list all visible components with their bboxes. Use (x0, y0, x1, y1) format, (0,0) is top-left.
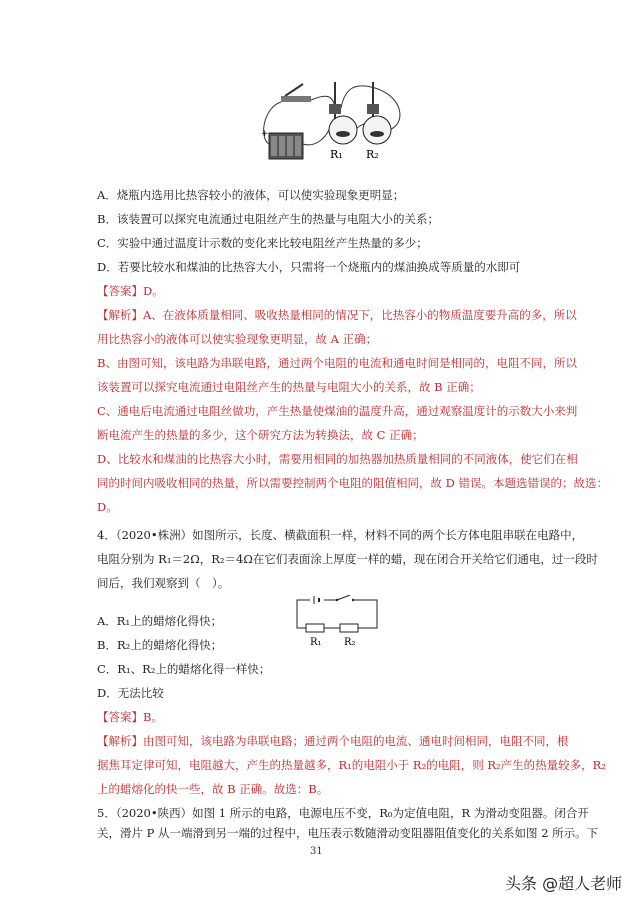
page-number: 31 (310, 846, 323, 857)
figure-joule-heating-apparatus (255, 78, 415, 178)
resistor-r2 (340, 624, 358, 632)
q3-option-d: D．若要比较水和煤油的比热容大小，只需将一个烧瓶内的煤油换成等质量的水即可 (97, 260, 521, 274)
label-r1: R₁ (330, 148, 343, 161)
q3-analysis-line: 断电流产生的热量的多少，这个研究方法为转换法，故 C 正确； (97, 428, 424, 442)
q5-stem-line: 关，滑片 P 从一端滑到另一端的过程中，电压表示数随滑动变阻器阻值变化的关系如图 2 所示。下 (97, 826, 599, 840)
label-r2: R₂ (344, 637, 356, 648)
label-r1: R₁ (310, 637, 322, 648)
q4-stem-line: 间后，我们观察到（ ）。 (97, 576, 230, 590)
watermark: 头条 @超人老师 (505, 874, 623, 893)
q3-analysis-line: B、由图可知，该电路为串联电路，通过两个电阻的电流和通电时间是相同的，电阻不同，所以 (97, 356, 577, 370)
q4-stem-line: 电阻分别为 R₁＝2Ω，R₂＝4Ω在它们表面涂上厚度一样的蜡，现在闭合开关给它们通电，过一段时 (97, 552, 598, 566)
q3-analysis-line: 该装置可以探究电流通过电阻丝产生的热量与电阻大小的关系，故 B 正确； (97, 380, 481, 394)
q3-analysis-line: D。 (97, 500, 118, 514)
figure-series-circuit (292, 595, 382, 652)
flask-r2-icon (363, 82, 391, 144)
switch-icon (281, 84, 311, 102)
q3-analysis-line: 【解析】A、在液体质量相同、吸收热量相同的情况下，比热容小的物质温度要升高的多，所以 (97, 308, 577, 322)
q4-analysis-line: 据焦耳定律可知，电阻越大，产生的热量越多，R₁的电阻小于 R₂的电阻，则 R₂产生的热量较多，R₂ (97, 758, 606, 772)
q3-option-a: A．烧瓶内选用比热容较小的液体，可以使实验现象更明显； (97, 188, 405, 202)
q3-analysis-line: C、通电后电流通过电阻丝做功，产生热量使煤油的温度升高，通过观察温度计的示数大小来判 (97, 404, 578, 418)
q3-option-c: C．实验中通过温度计示数的变化来比较电阻丝产生热量的多少； (97, 236, 428, 250)
q4-option-a: A．R₁上的蜡熔化得快； (97, 614, 223, 628)
q3-analysis-line: 同的时间内吸收相同的热量，所以需要控制两个电阻的阻值相同，故 D 错误。本题选错误的；故选： (97, 476, 609, 490)
flask-r1-icon (329, 82, 357, 144)
circuit-diagram-2 (292, 595, 382, 652)
battery-icon (261, 129, 303, 159)
q4-answer: 【答案】B。 (97, 710, 163, 724)
q5-stem-line: 5．（2020•陕西）如图 1 所示的电路，电源电压不变，R₀为定值电阻，R 为滑动变阻器。闭合开 (97, 806, 589, 820)
q3-analysis-line: 用比热容小的液体可以使实验现象更明显，故 A 正确； (97, 332, 378, 346)
q3-answer: 【答案】D。 (97, 284, 164, 298)
q4-option-b: B．R₂上的蜡熔化得快； (97, 638, 223, 652)
q4-analysis-line: 【解析】由图可知，该电路为串联电路；通过两个电阻的电流、通电时间相同，电阻不同，根 (97, 734, 569, 748)
q4-option-d: D．无法比较 (97, 686, 164, 700)
circuit-diagram-1 (255, 78, 415, 178)
q4-analysis-line: 上的蜡熔化的快一些，故 B 正确。故选：B。 (97, 782, 329, 796)
label-r2: R₂ (366, 148, 379, 161)
resistor-r1 (306, 624, 324, 632)
q3-analysis-line: D、比较水和煤油的比热容大小时，需要用相同的加热器加热质量相同的不同液体，使它们在相 (97, 452, 578, 466)
q3-option-b: B．该装置可以探究电流通过电阻丝产生的热量与电阻大小的关系； (97, 212, 439, 226)
svg-text:+: + (261, 129, 269, 139)
q4-stem-line: 4．（2020•株洲）如图所示，长度、横截面积一样，材料不同的两个长方体电阻串联在电路中， (97, 528, 584, 542)
q4-option-c: C．R₁、R₂上的蜡熔化得一样快； (97, 662, 271, 676)
